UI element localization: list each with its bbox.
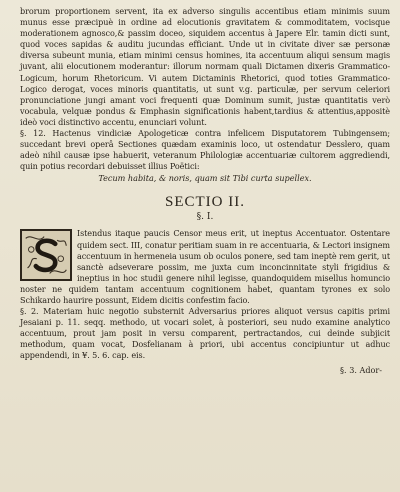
section-heading: SECTIO II. bbox=[165, 194, 245, 211]
poetic-quote: Tecum habita, & noris, quam sit Tibi curta supellex. bbox=[98, 173, 312, 184]
top-paragraph: brorum proportionem servent, ita ex adverso singulis accentibus etiam minimis suum munus esse præcipuè in ordine ad elocutionis gravitatem & commoditatem, vocisque moderationem agnosco,& passim doceo, siquidem accentus à Japere Elr. tamin dicti sunt, quod voces sapidas & auditu jucundas efficiant. Unde ut in civitate diver sæ personæ diversa subeunt munia, etiam minimi census homines, ita accentuum aliqui sensum magis juvant, alii elocutionem moderantur: illorum normam quali Dictamen dixeris Grammatico-Logicum, horum Rhetoricum. Vi autem Dictaminis Rhetorici, quod toties Grammatico-Logico derogat, voces minoris quantitatis, ut sunt v.g. particulæ, per servum celeriori pronunciatione jungi amant voci frequenti quæ Dominum sumit, justæ quantitatis verò vocabula, velquæ pondus & Emphasin significationis habent,tardius & attentius,appositè ideò voci distinctivo accentu, enunciari volunt. bbox=[20, 6, 390, 127]
paragraph-1: Istendus itaque paucis Censor meus erit, ut ineptus Accentuator. Ostentare quidem sect. III, conatur peritiam suam in re accentuaria, & Lectori insignem accentuum in hermeneia usum ob oculos ponere, sed tam ineptè rem gerit, ut sanctè adseverare possim, me juxta cum inconcinnitate styli frigidius & ineptius in hoc studii genere nihil legisse, quandoquidem misellus homuncio noster ne quidem tantam accentuum cognitionem habet, quantam tyrones ex solo Schikardo haurire possunt, Eidem dicitis confestim facio. bbox=[20, 228, 390, 305]
section-body bbox=[20, 228, 390, 306]
paragraph-12: §. 12. Hactenus vindiciæ Apologeticæ contra infelicem Disputatorem Tubingensem; succedant brevi operâ Sectiones quædam examinis loco, ut ostendatur Desslero, quam adeò nihil causæ ipse habuerit, veteranum Philologiæ accentuariæ cultorem aggrediendi, quin potius recordari debuisset illius Poëtici: bbox=[20, 128, 390, 172]
section-number: §. I. bbox=[196, 212, 214, 223]
paragraph-2: §. 2. Materiam huic negotio substernit Adversarius priores aliquot versus capitis primi Jesaiani p. 11. seqq. methodo, ut vocari solet, à posteriori, seu nudo examine analytico accentuum, prout jam posit in versu comparent, pertractandos, cui deinde subjicit methodum, quam vocat, Dosfelianam à priori, ubi accentus concipiuntur ut adhuc appendendi, in ¥. 5. 6. cap. eis. bbox=[20, 306, 390, 361]
ornamental-initial-s-icon bbox=[20, 229, 72, 281]
catchword: §. 3. Ador- bbox=[340, 364, 382, 375]
